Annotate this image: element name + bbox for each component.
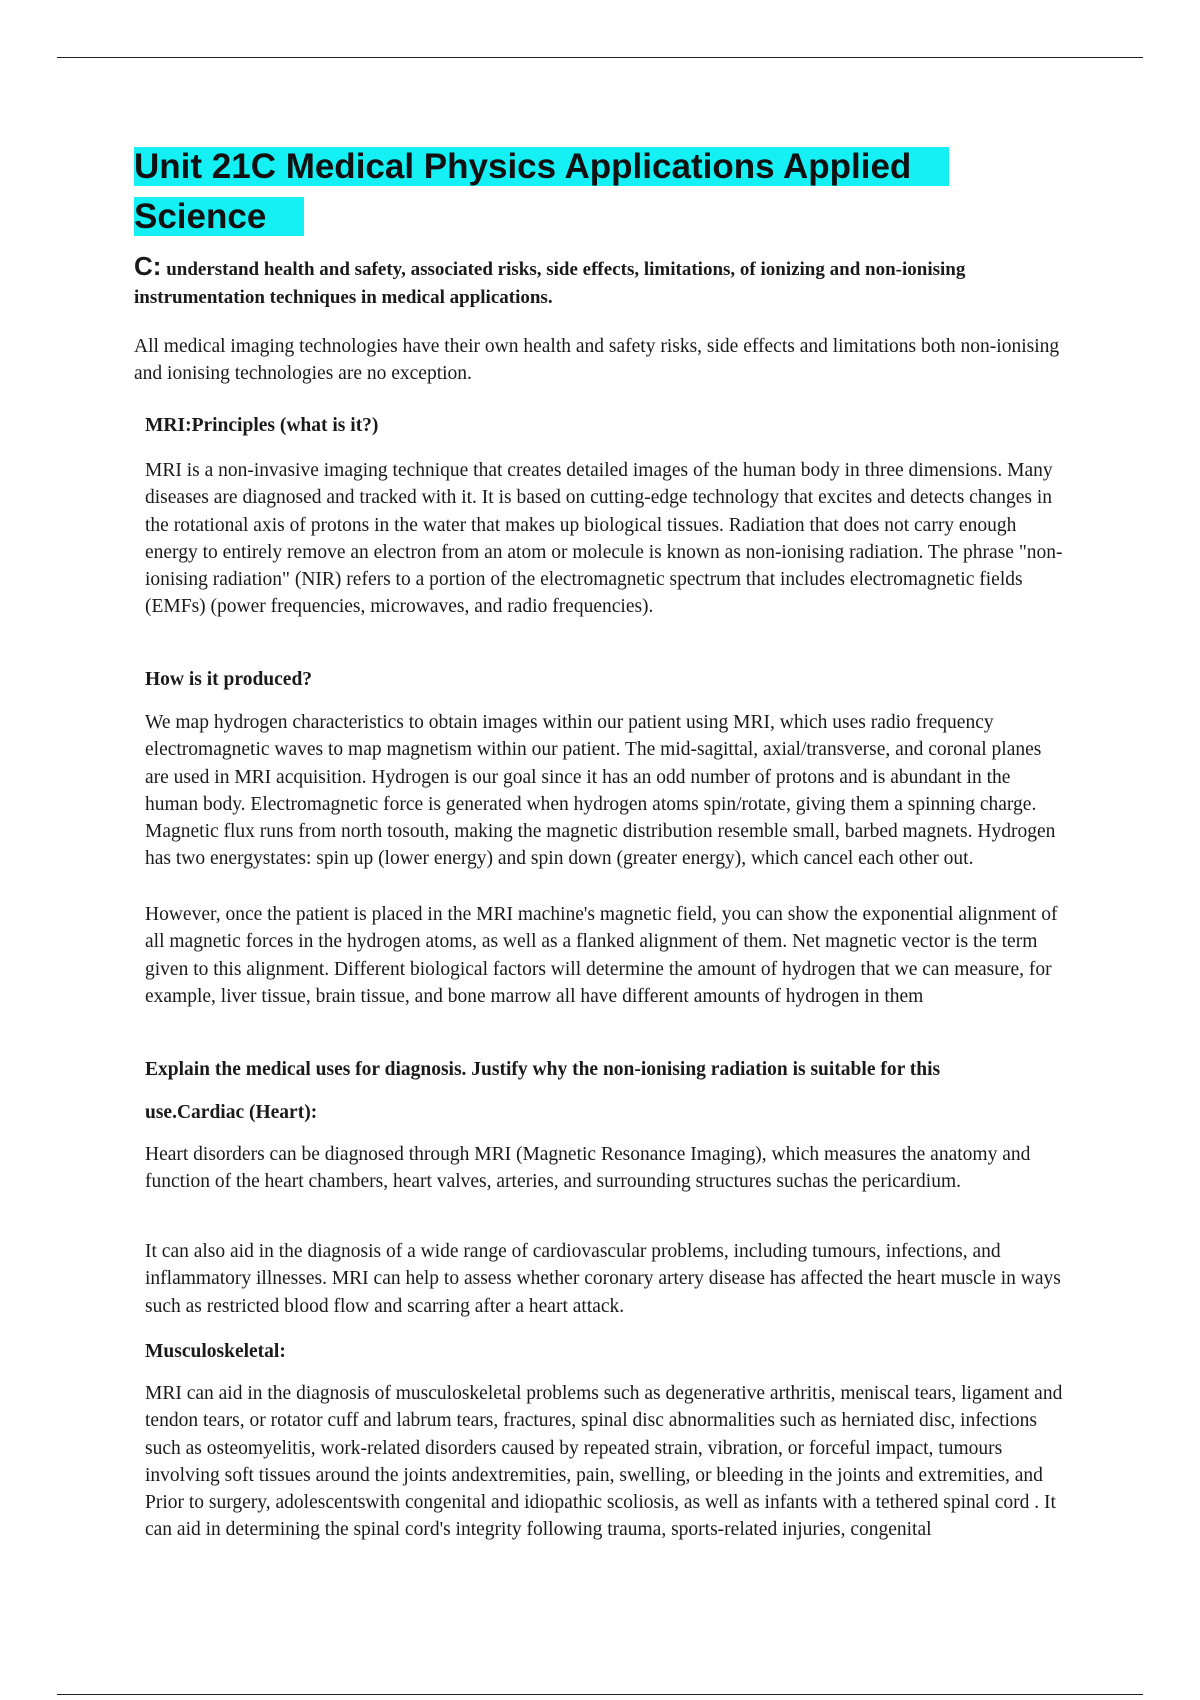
produced-paragraph-continued: However, once the patient is placed in the MRI machine's magnetic field, you can show the exponential alignment of all magnetic forces in the hydrogen atoms, as well as a flanked alignment of them. Net magnetic vector is the term given to this alignment. Different biological factors will determine the amount of hydrogen that we can measure, for example, liver tissue, brain tissue, and bone marrow all have different amounts of hydrogen in them <box>145 904 1058 1007</box>
title-highlight: Unit 21C Medical Physics Applications Applied Science <box>134 147 949 236</box>
learning-aim-heading <box>134 252 1054 312</box>
musculoskeletal-paragraph: MRI can aid in the diagnosis of musculoskeletal problems such as degenerative arthritis, meniscal tears, ligament and tendon tears, or rotator cuff and labrum tears, fractures, spinal disc abnormalities such as herniated disc, infections such as osteomyelitis, work-related disorders caused by repeated strain, vibration, or forceful impact, tumours involving soft tissues around the joints andextremities, pain, swelling, or bleeding in the joints and extremities, and Prior to surgery, adolescentswith congenital and idiopathic scoliosis, as well as infants with a tethered spinal cord . It can aid in determining the spinal cord's integrity following trauma, sports-related injuries, congenital <box>145 1383 1063 1541</box>
cardiac-paragraph-2: It can also aid in the diagnosis of a wide range of cardiovascular problems, including tumours, infections, and inflammatory illnesses. MRI can help to assess whether coronary artery disease has affected the heart muscle in ways such as restricted blood flow and scarring after a heart attack. <box>145 1241 1061 1317</box>
top-rule <box>57 57 1143 58</box>
uses-heading: Explain the medical uses for diagnosis. Justify why the non-ionising radiation is suitable for this <box>145 1059 941 1080</box>
principles-heading: MRI:Principles (what is it?) <box>145 415 379 436</box>
cardiac-paragraph-1: Heart disorders can be diagnosed through MRI (Magnetic Resonance Imaging), which measures the anatomy and function of the heart chambers, heart valves, arteries, and surrounding structures suchas the pericardium. <box>145 1144 1031 1193</box>
learning-aim-text: understand health and safety, associated risks, side effects, limitations, of ionizing and non-ionising instrumentation techniques in medical applications. <box>134 259 966 308</box>
principles-paragraph: MRI is a non-invasive imaging technique that creates detailed images of the human body in three dimensions. Many diseases are diagnosed and tracked with it. It is based on cutting-edge technology that excites and detects changes in the rotational axis of protons in the water that makes up biological tissues. Radiation that does not carry enough energy to entirely remove an electron from an atom or molecule is known as non-ionising radiation. The phrase "non-ionising radiation" (NIR) refers to a portion of the electromagnetic spectrum that includes electromagnetic fields (EMFs) (power frequencies, microwaves, and radio frequencies). <box>145 460 1063 618</box>
produced-paragraph: We map hydrogen characteristics to obtain images within our patient using MRI, which uses radio frequency electromagnetic waves to map magnetism within our patient. The mid-sagittal, axial/transverse, and coronal planes are used in MRI acquisition. Hydrogen is our goal since it has an odd number of protons and is abundant in the human body. Electromagnetic force is generated when hydrogen atoms spin/rotate, giving them a spinning charge. Magnetic flux runs from north tosouth, making the magnetic distribution resemble small, barbed magnets. Hydrogen has two energystates: spin up (lower energy) and spin down (greater energy), which cancel each other out. <box>145 712 1056 870</box>
cardiac-heading: use.Cardiac (Heart): <box>145 1102 318 1123</box>
learning-aim-letter: C: <box>134 251 162 281</box>
intro-paragraph: All medical imaging technologies have their own health and safety risks, side effects and limitations both non-ionising and ionising technologies are no exception. <box>134 336 1060 385</box>
document-title <box>134 142 974 242</box>
produced-heading: How is it produced? <box>145 669 313 690</box>
musculoskeletal-heading: Musculoskeletal: <box>145 1341 286 1362</box>
bottom-rule <box>57 1694 1143 1695</box>
